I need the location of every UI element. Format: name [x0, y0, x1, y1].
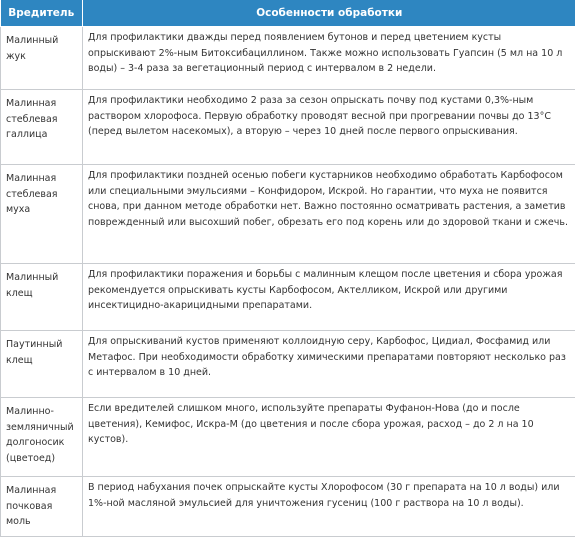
table-row [1, 27, 575, 90]
pest-name: Малинный клещ [1, 264, 83, 331]
pest-name: Малинная почковая моль [1, 477, 83, 537]
treatment-text: В период набухания почек опрыскайте кусты Хлорофосом (30 г препарата на 10 л воды) или 1%-ной масляной эмульсией для уничтожения гусениц (100 г раствора на 10 л воды). [83, 477, 575, 537]
treatment-text: Для профилактики поздней осенью побеги кустарников необходимо обработать Карбофосом или специальными эмульсиями – Конфидором, Искрой. Но гарантии, что муха не появится снова, при данном методе обработки нет. Важно постоянно осматривать растения, а заметив поврежденный или высохший побег, обрезать его под корень или до здоровой ткани и сжечь. [83, 165, 575, 264]
table-row [1, 331, 575, 398]
pest-name: Малинная стеблевая муха [1, 165, 83, 264]
table-row [1, 477, 575, 537]
pest-name: Паутинный клещ [1, 331, 83, 398]
header-pest: Вредитель [1, 0, 83, 27]
pest-name: Малинно-земляничный долгоносик (цветоед) [1, 398, 83, 477]
treatment-text: Для профилактики необходимо 2 раза за сезон опрыскать почву под кустами 0,3%-ным раствором хлорофоса. Первую обработку проводят весной при прогревании почвы до 13°С (перед вылетом насекомых), а вторую – через 10 дней после первого опрыскивания. [83, 90, 575, 165]
pest-name: Малинная стеблевая галлица [1, 90, 83, 165]
treatment-text: Для опрыскиваний кустов применяют коллоидную серу, Карбофос, Цидиал, Фосфамид или Метафос. При необходимости обработку химическими препаратами повторяют несколько раз с интервалом в 10 дней. [83, 331, 575, 398]
treatment-text: Если вредителей слишком много, используйте препараты Фуфанон-Нова (до и после цветения), Кемифос, Искра-М (до цветения и после сбора урожая, расход – до 2 л на 10 кустов). [83, 398, 575, 477]
table-header-row [1, 0, 575, 27]
table-row [1, 398, 575, 477]
header-treatment: Особенности обработки [83, 0, 575, 27]
pest-name: Малинный жук [1, 27, 83, 90]
table-row [1, 165, 575, 264]
table-row [1, 90, 575, 165]
treatment-text: Для профилактики дважды перед появлением бутонов и перед цветением кусты опрыскивают 2%-ным Битоксибациллином. Также можно использовать Гуапсин (5 мл на 10 л воды) – 3-4 раза за вегетационный период с интервалом в 2 недели. [83, 27, 575, 90]
treatment-text: Для профилактики поражения и борьбы с малинным клещом после цветения и сбора урожая рекомендуется опрыскивать кусты Карбофосом, Актелликом, Искрой или другими инсектицидно-акарицидными препаратами. [83, 264, 575, 331]
table-row [1, 264, 575, 331]
